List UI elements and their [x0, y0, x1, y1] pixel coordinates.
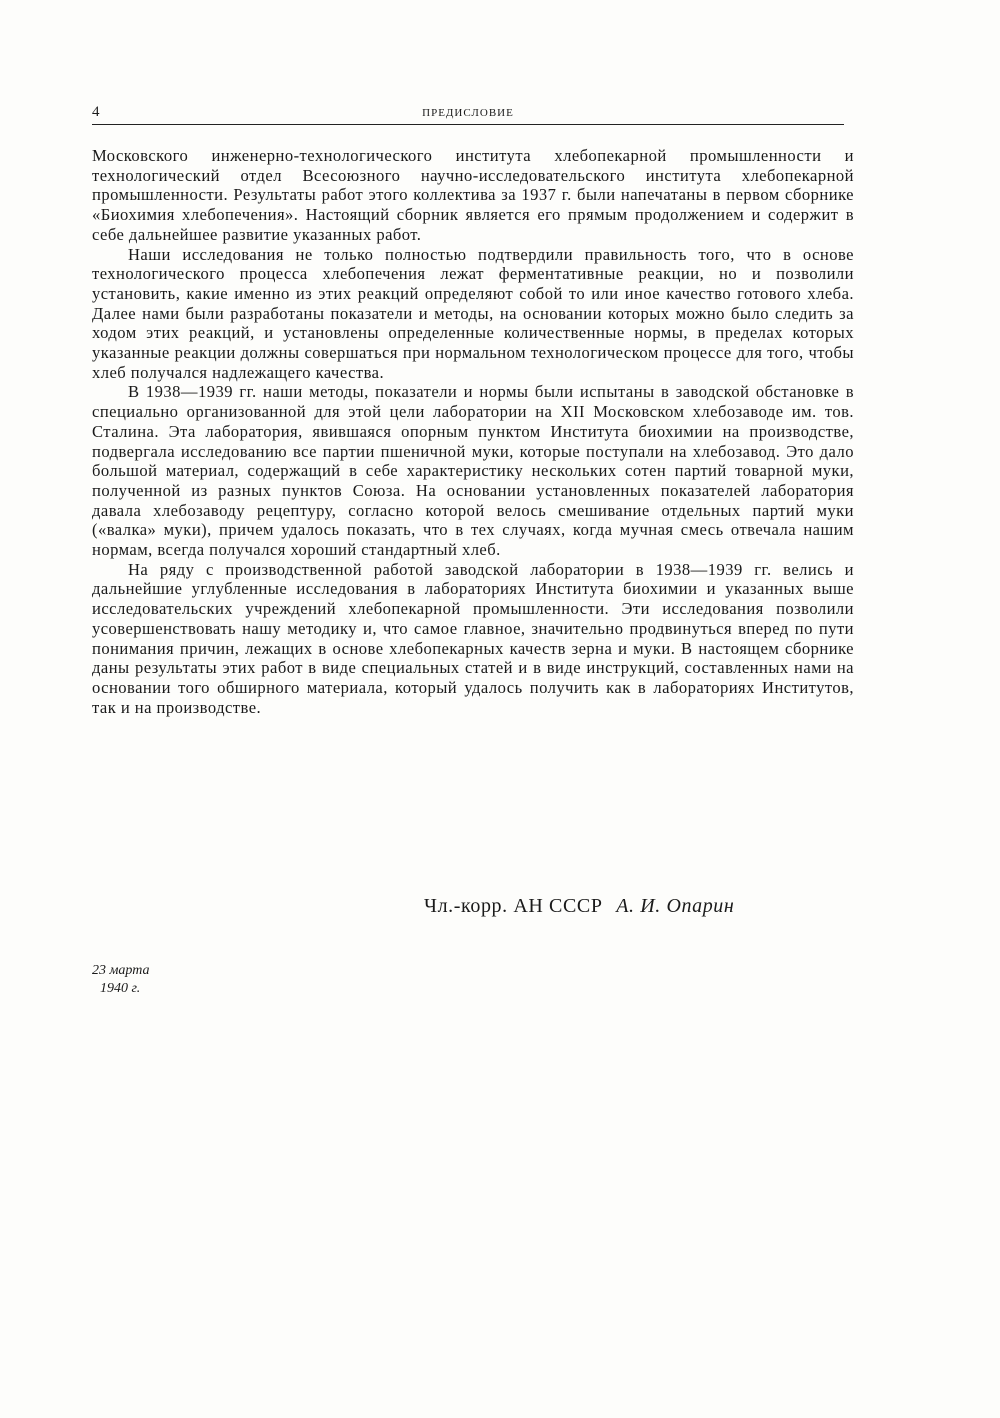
author-name: А. И. Опарин [616, 895, 735, 917]
paragraph-1: Московского инженерно-технологического института хлебопекарной промышленности и технологический отдел Всесоюзного научно-исследовательского института хлебопекарной промышленности. Результаты работ этого коллектива за 1937 г. были напечатаны в первом сборнике «Биохимия хлебопечения». Настоящий сборник является его прямым продолжением и содержит в себе дальнейшее развитие указанных работ. [92, 146, 854, 244]
page-header [92, 102, 844, 125]
paragraph-3: В 1938—1939 гг. наши методы, показатели и нормы были испытаны в заводской обстановке в специально организованной для этой цели лаборатории на XII Московском хлебозаводе им. тов. Сталина. Эта лаборатория, явившаяся опорным пунктом Института биохимии на производстве, подвергала исследованию все партии пшеничной муки, которые поступали на хлебозавод. Это дало большой материал, содержащий в себе характеристику нескольких сотен партий товарной муки, полученной из разных пунктов Союза. На основании установленных показателей лаборатория давала хлебозаводу рецептуру, согласно которой велось смешивание отдельных партий муки («валка» муки), причем удалось показать, что в тех случаях, когда мучная смесь отвечала нашим нормам, всегда получался хороший стандартный хлеб. [92, 382, 854, 560]
page-number: 4 [92, 104, 100, 120]
running-head: ПРЕДИСЛОВИЕ [422, 107, 514, 119]
paragraph-2: Наши исследования не только полностью подтвердили правильность того, что в основе технологического процесса хлебопечения лежат ферментативные реакции, но и позволили установить, какие именно из этих реакций определяют собой то или иное качество готового хлеба. Далее нами были разработаны показатели и методы, на основании которых можно было следить за ходом этих реакций, и установлены определенные количественные нормы, в пределах которых указанные реакции должны совершаться при нормальном технологическом процессе для того, чтобы хлеб получался надлежащего качества. [92, 244, 854, 382]
author-signature [424, 895, 734, 918]
date-year: 1940 г. [100, 981, 141, 996]
paragraph-4: На ряду с производственной работой заводской лаборатории в 1938—1939 гг. велись и дальнейшие углубленные исследования в лабораториях Института биохимии и указанных выше исследовательских учреждений хлебопекарной промышленности. Эти исследования позволили усовершенствовать нашу методику и, что самое главное, значительно продвинуться вперед по пути понимания причин, лежащих в основе хлебопекарных качеств зерна и муки. В настоящем сборнике даны результаты этих работ в виде специальных статей и в виде инструкций, составленных нами на основании того обширного материала, который удалось получить как в лабораториях Институтов, так и на производстве. [92, 559, 854, 717]
author-title: Чл.-корр. АН СССР [424, 895, 603, 917]
date-day-month: 23 марта [92, 963, 150, 978]
date-block [92, 962, 150, 998]
preface-body [92, 146, 854, 717]
